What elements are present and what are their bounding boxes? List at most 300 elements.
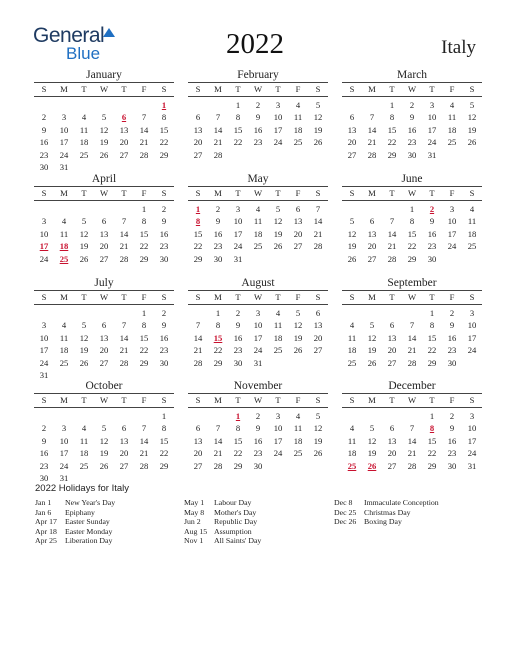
day-cell: 9 [409,112,415,122]
week-row [34,307,174,320]
day-cell: 29 [159,149,169,160]
day-cell: 2 [215,203,221,214]
week-row [34,460,174,473]
month-name: September [387,277,437,289]
weekday-label: S [41,395,47,405]
day-cell: 1 [141,307,147,318]
weekday-header-rule [188,200,328,201]
holiday-day-cell: 1 [235,410,241,421]
week-row [34,149,174,162]
weekday-label: M [214,292,222,302]
day-cell: 8 [235,112,241,122]
day-cell: 1 [235,99,241,110]
week-row [342,344,482,357]
holiday-entry [334,517,494,527]
day-cell: 11 [467,216,477,226]
day-cell: 27 [119,149,129,160]
day-cell: 18 [253,228,263,239]
day-cell: 16 [233,332,243,343]
weekday-label: T [429,395,435,405]
day-cell: 10 [59,435,69,446]
day-cell [382,307,402,320]
day-cell: 1 [389,99,395,110]
day-cell: 21 [313,228,323,239]
weekday-header-rule [342,96,482,97]
day-cell: 4 [275,307,281,318]
day-cell: 7 [121,320,127,330]
day-cell: 13 [99,332,109,343]
country-label: Italy [441,37,476,58]
day-cell: 10 [253,320,263,330]
week-row [342,447,482,460]
day-cell: 21 [387,241,397,251]
day-cell: 22 [139,241,149,251]
day-cell: 8 [215,320,221,330]
day-cell: 3 [41,320,47,330]
day-cell: 17 [39,345,49,355]
month-november [188,379,328,472]
day-cell [114,307,134,320]
weekday-label: W [407,395,417,405]
weekday-label: T [121,84,127,94]
weekday-label: M [214,395,222,405]
day-cell: 4 [61,320,67,330]
week-row [342,307,482,320]
weekday-label: F [449,292,455,302]
day-cell: 23 [233,345,243,355]
day-cell: 20 [99,345,109,355]
day-cell [74,203,94,216]
day-cell: 6 [369,216,375,226]
day-cell [114,203,134,216]
day-cell: 25 [467,241,477,251]
day-cell: 7 [409,320,415,330]
weekday-label: T [275,84,281,94]
day-cell: 5 [349,216,355,226]
day-cell: 7 [141,112,147,122]
day-cell: 2 [161,203,167,214]
month-name: March [396,69,427,81]
logo-text-general: General [33,24,105,47]
day-cell: 23 [253,448,263,458]
month-june [342,172,482,265]
day-cell: 28 [407,460,417,471]
day-cell: 13 [293,216,303,226]
weekday-label: T [389,395,395,405]
week-row [34,136,174,149]
weekday-label: M [368,84,376,94]
week-row [188,332,328,345]
day-cell: 4 [81,112,87,122]
week-row [188,240,328,253]
week-row [34,332,174,345]
weekday-header [34,83,174,96]
day-cell: 17 [233,228,243,239]
day-cell: 27 [193,149,203,160]
day-cell [288,357,308,370]
day-cell [54,99,74,112]
day-cell: 27 [313,345,323,355]
day-cell: 23 [447,448,457,458]
holiday-entry [35,498,195,508]
weekday-label: S [315,84,321,94]
day-cell [54,203,74,216]
day-cell: 14 [313,216,323,226]
day-cell: 18 [447,124,457,135]
week-row [34,253,174,266]
day-cell: 6 [315,307,321,318]
month-name: November [233,380,283,392]
day-cell: 6 [121,423,127,433]
day-cell: 18 [293,124,303,135]
holiday-day-cell: 25 [347,460,357,471]
month-name: October [85,380,123,392]
day-cell: 28 [139,460,149,471]
week-row [34,99,174,112]
weekday-label: M [368,188,376,198]
holiday-date: Nov 1 [184,536,204,546]
day-cell: 24 [273,137,283,147]
day-cell: 5 [315,99,321,110]
holiday-column [35,498,195,546]
day-cell: 4 [349,320,355,330]
day-cell: 13 [387,435,397,446]
weekday-label: T [429,292,435,302]
day-cell: 2 [409,99,415,110]
holiday-date: Jun 2 [184,517,201,527]
week-row [188,124,328,137]
day-cell: 14 [119,228,129,239]
day-cell: 14 [213,435,223,446]
day-cell: 21 [407,448,417,458]
day-cell [342,307,362,320]
day-cell: 19 [313,435,323,446]
day-cell: 10 [39,332,49,343]
day-cell: 7 [215,423,221,433]
weekday-header-rule [342,200,482,201]
weekday-label: T [235,188,241,198]
day-cell: 16 [407,124,417,135]
day-cell: 5 [469,99,475,110]
weekday-label: F [449,188,455,198]
day-cell: 10 [59,124,69,135]
day-cell: 23 [447,345,457,355]
day-cell: 25 [79,149,89,160]
day-cell [228,149,248,162]
day-cell: 19 [99,137,109,147]
day-cell: 5 [315,410,321,421]
weekday-label: T [235,395,241,405]
day-cell: 27 [387,357,397,368]
day-cell: 26 [313,448,323,458]
day-cell: 22 [427,448,437,458]
day-cell [308,460,328,473]
day-cell [154,472,174,485]
day-cell [248,149,268,162]
day-cell: 9 [41,124,47,135]
day-cell: 7 [409,423,415,433]
day-cell: 4 [61,216,67,226]
weekday-label: S [41,292,47,302]
weekday-label: S [161,292,167,302]
weekday-label: S [195,292,201,302]
day-cell [94,99,114,112]
week-row [34,203,174,216]
weekday-label: S [349,292,355,302]
holiday-date: Dec 8 [334,498,353,507]
weekday-label: S [315,188,321,198]
day-cell: 16 [447,332,457,343]
day-cell: 31 [253,357,263,368]
weekday-header-rule [342,304,482,305]
week-row [188,435,328,448]
day-cell [268,253,288,266]
weekday-label: T [235,84,241,94]
week-row [342,435,482,448]
weekday-header-rule [342,407,482,408]
day-cell [74,99,94,112]
day-cell: 27 [367,253,377,264]
day-cell: 17 [273,124,283,135]
weekday-header [342,394,482,407]
holiday-entry [35,527,195,537]
week-row [342,410,482,423]
day-cell: 9 [429,216,435,226]
day-cell: 15 [159,435,169,446]
day-cell: 11 [447,112,457,122]
day-cell [74,410,94,423]
day-cell: 2 [255,99,261,110]
weekday-label: W [253,395,263,405]
day-cell [362,203,382,216]
day-cell: 26 [79,253,89,264]
week-row [342,460,482,473]
day-cell [288,253,308,266]
week-row [34,111,174,124]
day-cell: 11 [273,320,283,330]
day-cell: 11 [59,332,69,343]
day-cell: 12 [467,112,477,122]
day-cell: 1 [161,410,167,421]
day-cell: 25 [447,137,457,147]
weekday-header [188,83,328,96]
day-cell: 27 [193,460,203,471]
week-row [188,319,328,332]
day-cell [288,460,308,473]
day-cell: 20 [387,345,397,355]
weekday-label: T [389,292,395,302]
weekday-label: W [99,395,109,405]
day-cell: 15 [233,124,243,135]
day-cell: 12 [367,435,377,446]
weekday-label: T [235,292,241,302]
week-row [342,99,482,112]
weekday-label: S [195,188,201,198]
day-cell: 5 [81,320,87,330]
holiday-day-cell: 6 [121,112,127,122]
weekday-label: F [295,292,301,302]
holiday-date: Apr 17 [35,517,57,527]
day-cell: 6 [295,203,301,214]
holiday-date: May 8 [184,507,205,517]
holiday-name: Republic Day [214,517,258,527]
day-cell: 26 [313,137,323,147]
month-october [34,379,174,485]
weekday-label: T [81,395,87,405]
day-cell: 23 [213,241,223,251]
day-cell: 25 [273,345,283,355]
day-cell: 22 [407,241,417,251]
day-cell [34,99,54,112]
day-cell [188,410,208,423]
week-row [188,253,328,266]
weekday-label: F [141,395,147,405]
day-cell: 2 [449,307,455,318]
weekday-header-rule [34,407,174,408]
day-cell: 30 [159,357,169,368]
weekday-label: F [449,84,455,94]
holiday-name: Mother's Day [214,507,257,517]
day-cell: 13 [193,124,203,135]
day-cell: 30 [233,357,243,368]
weekday-label: T [429,188,435,198]
day-cell: 28 [313,241,323,251]
day-cell: 17 [447,228,457,239]
day-cell: 18 [347,448,357,458]
week-row [342,203,482,216]
day-cell: 15 [233,435,243,446]
weekday-label: F [141,292,147,302]
day-cell [308,149,328,162]
holiday-day-cell: 15 [213,332,223,343]
day-cell [362,410,382,423]
weekday-header [34,187,174,200]
day-cell [462,357,482,370]
day-cell: 23 [159,241,169,251]
holiday-day-cell: 26 [367,460,377,471]
day-cell: 12 [79,332,89,343]
day-cell: 14 [387,228,397,239]
weekday-label: T [81,84,87,94]
day-cell: 4 [295,410,301,421]
day-cell: 19 [367,448,377,458]
day-cell [134,472,154,485]
day-cell: 2 [41,112,47,122]
day-cell: 11 [293,423,303,433]
holiday-name: All Saints' Day [214,536,262,546]
day-cell [34,203,54,216]
day-cell [94,307,114,320]
weekday-label: S [161,395,167,405]
day-cell: 8 [161,112,167,122]
weekday-label: M [60,292,68,302]
day-cell: 13 [347,124,357,135]
weekday-label: T [275,395,281,405]
day-cell: 11 [347,435,357,446]
day-cell: 25 [347,357,357,368]
day-cell: 7 [215,112,221,122]
day-cell: 9 [161,320,167,330]
day-cell: 5 [81,216,87,226]
day-cell: 19 [99,448,109,458]
day-cell [442,253,462,266]
weekday-label: W [99,84,109,94]
day-cell: 18 [467,228,477,239]
week-row [34,410,174,423]
day-cell: 19 [347,241,357,251]
day-cell [402,410,422,423]
day-cell: 6 [389,320,395,330]
day-cell [268,357,288,370]
day-cell: 30 [447,460,457,471]
week-row [188,307,328,320]
month-name: June [401,173,423,185]
week-row [34,319,174,332]
day-cell [462,253,482,266]
day-cell: 14 [139,435,149,446]
day-cell: 11 [293,112,303,122]
day-cell: 26 [79,357,89,368]
day-cell: 18 [59,345,69,355]
day-cell: 18 [79,448,89,458]
day-cell: 4 [255,203,261,214]
day-cell: 22 [427,345,437,355]
weekday-label: T [121,292,127,302]
month-july [34,276,174,382]
day-cell: 23 [427,241,437,251]
holiday-day-cell: 8 [195,216,201,226]
day-cell: 2 [235,307,241,318]
weekday-header-rule [34,304,174,305]
weekday-header-rule [34,96,174,97]
day-cell: 31 [39,370,49,380]
day-cell: 28 [193,357,203,368]
day-cell: 7 [121,216,127,226]
weekday-label: M [60,395,68,405]
day-cell: 30 [253,460,263,471]
day-cell: 26 [367,357,377,368]
month-february [188,68,328,161]
day-cell: 15 [387,124,397,135]
day-cell: 21 [139,137,149,147]
weekday-label: W [407,188,417,198]
day-cell: 15 [159,124,169,135]
day-cell: 14 [119,332,129,343]
week-row [342,253,482,266]
day-cell [134,410,154,423]
week-row [342,111,482,124]
day-cell: 16 [159,228,169,239]
day-cell: 12 [273,216,283,226]
day-cell: 30 [213,253,223,264]
day-cell: 24 [273,448,283,458]
weekday-label: W [253,188,263,198]
holiday-entry [35,508,195,518]
day-cell: 22 [233,137,243,147]
day-cell: 1 [141,203,147,214]
holiday-name: Christmas Day [364,507,411,517]
weekday-label: M [214,188,222,198]
day-cell: 13 [313,320,323,330]
day-cell: 12 [313,423,323,433]
day-cell: 8 [141,216,147,226]
day-cell: 30 [427,253,437,264]
day-cell: 20 [313,332,323,343]
weekday-label: S [469,84,475,94]
holiday-name: Easter Sunday [65,517,110,527]
month-name: January [86,69,122,81]
day-cell: 3 [235,203,241,214]
